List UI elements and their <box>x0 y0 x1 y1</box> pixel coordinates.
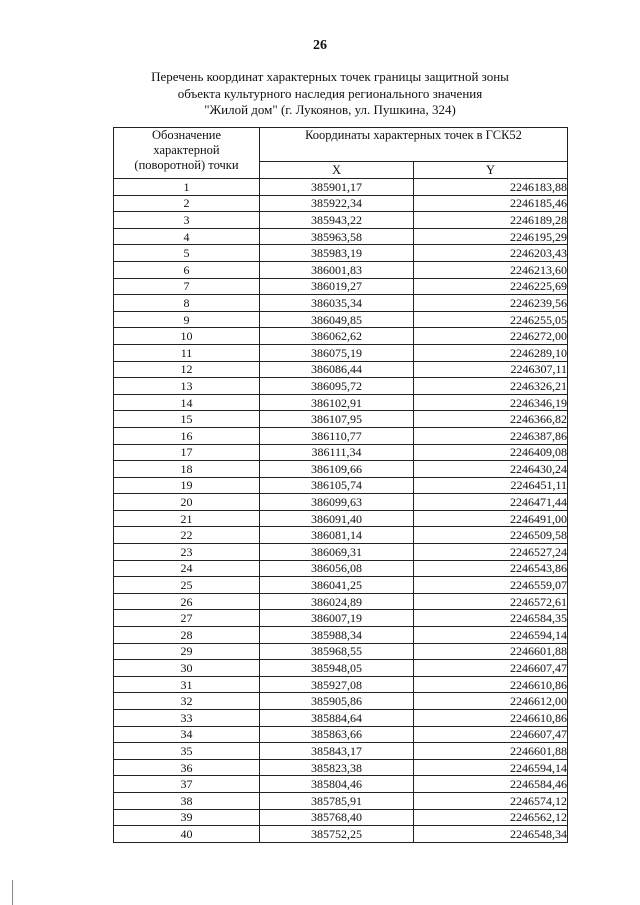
x-coordinate-cell: 386099,63 <box>260 494 414 511</box>
x-coordinate-cell: 386102,91 <box>260 394 414 411</box>
x-coordinate-cell: 386105,74 <box>260 477 414 494</box>
y-coordinate-cell: 2246239,56 <box>414 295 568 312</box>
table-row <box>114 710 568 727</box>
table-row <box>114 660 568 677</box>
y-coordinate-cell: 2246409,08 <box>414 444 568 461</box>
y-coordinate-cell: 2246451,11 <box>414 477 568 494</box>
x-coordinate-cell: 386095,72 <box>260 378 414 395</box>
x-coordinate-cell: 386007,19 <box>260 610 414 627</box>
x-coordinate-cell: 386081,14 <box>260 527 414 544</box>
x-coordinate-cell: 385905,86 <box>260 693 414 710</box>
x-coordinate-cell: 385963,58 <box>260 228 414 245</box>
table-row <box>114 743 568 760</box>
x-coordinate-cell: 386111,34 <box>260 444 414 461</box>
y-coordinate-cell: 2246572,61 <box>414 593 568 610</box>
point-number-cell: 38 <box>114 792 260 809</box>
table-row <box>114 560 568 577</box>
point-number-cell: 20 <box>114 494 260 511</box>
x-coordinate-cell: 385943,22 <box>260 212 414 229</box>
y-coordinate-cell: 2246548,34 <box>414 826 568 843</box>
table-row <box>114 593 568 610</box>
table-row <box>114 427 568 444</box>
point-number-cell: 5 <box>114 245 260 262</box>
x-coordinate-cell: 385823,38 <box>260 759 414 776</box>
page-number: 26 <box>313 38 327 53</box>
table-row <box>114 444 568 461</box>
x-coordinate-cell: 385752,25 <box>260 826 414 843</box>
table-row <box>114 494 568 511</box>
x-coordinate-cell: 386091,40 <box>260 510 414 527</box>
y-coordinate-cell: 2246387,86 <box>414 427 568 444</box>
y-coordinate-cell: 2246610,86 <box>414 676 568 693</box>
point-number-cell: 19 <box>114 477 260 494</box>
x-coordinate-cell: 386075,19 <box>260 344 414 361</box>
header-point-line-3: (поворотной) точки <box>134 158 239 172</box>
y-coordinate-cell: 2246183,88 <box>414 179 568 196</box>
point-number-cell: 15 <box>114 411 260 428</box>
y-coordinate-cell: 2246607,47 <box>414 660 568 677</box>
x-coordinate-cell: 385843,17 <box>260 743 414 760</box>
header-point-designation <box>114 128 260 179</box>
x-coordinate-cell: 386049,85 <box>260 311 414 328</box>
table-row <box>114 278 568 295</box>
header-point-line-1: Обозначение <box>151 128 222 142</box>
point-number-cell: 24 <box>114 560 260 577</box>
point-number-cell: 32 <box>114 693 260 710</box>
y-coordinate-cell: 2246491,00 <box>414 510 568 527</box>
y-coordinate-cell: 2246559,07 <box>414 577 568 594</box>
table-row <box>114 361 568 378</box>
point-number-cell: 16 <box>114 427 260 444</box>
x-coordinate-cell: 385863,66 <box>260 726 414 743</box>
scan-edge-mark <box>12 880 13 905</box>
table-row <box>114 212 568 229</box>
y-coordinate-cell: 2246527,24 <box>414 544 568 561</box>
point-number-cell: 6 <box>114 261 260 278</box>
x-coordinate-cell: 385804,46 <box>260 776 414 793</box>
y-coordinate-cell: 2246366,82 <box>414 411 568 428</box>
table-row <box>114 378 568 395</box>
y-coordinate-cell: 2246255,05 <box>414 311 568 328</box>
x-coordinate-cell: 385901,17 <box>260 179 414 196</box>
x-coordinate-cell: 386056,08 <box>260 560 414 577</box>
point-number-cell: 11 <box>114 344 260 361</box>
document-title <box>100 69 560 119</box>
point-number-cell: 23 <box>114 544 260 561</box>
table-row <box>114 411 568 428</box>
point-number-cell: 17 <box>114 444 260 461</box>
y-coordinate-cell: 2246574,12 <box>414 792 568 809</box>
point-number-cell: 18 <box>114 461 260 478</box>
table-row <box>114 461 568 478</box>
point-number-cell: 34 <box>114 726 260 743</box>
table-row <box>114 328 568 345</box>
point-number-cell: 40 <box>114 826 260 843</box>
y-coordinate-cell: 2246509,58 <box>414 527 568 544</box>
point-number-cell: 30 <box>114 660 260 677</box>
point-number-cell: 29 <box>114 643 260 660</box>
y-coordinate-cell: 2246272,00 <box>414 328 568 345</box>
point-number-cell: 4 <box>114 228 260 245</box>
y-coordinate-cell: 2246289,10 <box>414 344 568 361</box>
point-number-cell: 36 <box>114 759 260 776</box>
table-row <box>114 311 568 328</box>
point-number-cell: 8 <box>114 295 260 312</box>
table-row <box>114 809 568 826</box>
y-coordinate-cell: 2246189,28 <box>414 212 568 229</box>
table-row <box>114 577 568 594</box>
table-row <box>114 693 568 710</box>
y-coordinate-cell: 2246612,00 <box>414 693 568 710</box>
point-number-cell: 25 <box>114 577 260 594</box>
y-coordinate-cell: 2246543,86 <box>414 560 568 577</box>
x-coordinate-cell: 386035,34 <box>260 295 414 312</box>
point-number-cell: 39 <box>114 809 260 826</box>
point-number-cell: 22 <box>114 527 260 544</box>
y-coordinate-cell: 2246307,11 <box>414 361 568 378</box>
point-number-cell: 7 <box>114 278 260 295</box>
x-coordinate-cell: 386109,66 <box>260 461 414 478</box>
x-coordinate-cell: 385768,40 <box>260 809 414 826</box>
title-line-3: "Жилой дом" (г. Лукоянов, ул. Пушкина, 324) <box>204 102 456 117</box>
header-coordinates: Координаты характерных точек в ГСК52 <box>260 128 568 162</box>
table-row <box>114 792 568 809</box>
point-number-cell: 26 <box>114 593 260 610</box>
table-row <box>114 776 568 793</box>
x-coordinate-cell: 386001,83 <box>260 261 414 278</box>
x-coordinate-cell: 386041,25 <box>260 577 414 594</box>
x-coordinate-cell: 385922,34 <box>260 195 414 212</box>
point-number-cell: 2 <box>114 195 260 212</box>
table-row <box>114 759 568 776</box>
x-coordinate-cell: 386086,44 <box>260 361 414 378</box>
point-number-cell: 3 <box>114 212 260 229</box>
table-row <box>114 195 568 212</box>
y-coordinate-cell: 2246584,35 <box>414 610 568 627</box>
table-row <box>114 261 568 278</box>
x-coordinate-cell: 385884,64 <box>260 710 414 727</box>
table-row <box>114 726 568 743</box>
y-coordinate-cell: 2246610,86 <box>414 710 568 727</box>
point-number-cell: 35 <box>114 743 260 760</box>
y-coordinate-cell: 2246601,88 <box>414 643 568 660</box>
y-coordinate-cell: 2246195,29 <box>414 228 568 245</box>
table-row <box>114 295 568 312</box>
x-coordinate-cell: 386019,27 <box>260 278 414 295</box>
y-coordinate-cell: 2246346,19 <box>414 394 568 411</box>
y-coordinate-cell: 2246471,44 <box>414 494 568 511</box>
table-row <box>114 527 568 544</box>
x-coordinate-cell: 385785,91 <box>260 792 414 809</box>
table-row <box>114 179 568 196</box>
y-coordinate-cell: 2246213,60 <box>414 261 568 278</box>
y-coordinate-cell: 2246203,43 <box>414 245 568 262</box>
x-coordinate-cell: 385988,34 <box>260 627 414 644</box>
point-number-cell: 9 <box>114 311 260 328</box>
table-row <box>114 344 568 361</box>
x-coordinate-cell: 385927,08 <box>260 676 414 693</box>
y-coordinate-cell: 2246607,47 <box>414 726 568 743</box>
table-row <box>114 394 568 411</box>
x-coordinate-cell: 386024,89 <box>260 593 414 610</box>
table-row <box>114 676 568 693</box>
table-row <box>114 245 568 262</box>
x-coordinate-cell: 386062,62 <box>260 328 414 345</box>
table-row <box>114 228 568 245</box>
point-number-cell: 12 <box>114 361 260 378</box>
point-number-cell: 37 <box>114 776 260 793</box>
point-number-cell: 28 <box>114 627 260 644</box>
y-coordinate-cell: 2246430,24 <box>414 461 568 478</box>
x-coordinate-cell: 385968,55 <box>260 643 414 660</box>
table-row <box>114 826 568 843</box>
x-coordinate-cell: 386110,77 <box>260 427 414 444</box>
y-coordinate-cell: 2246594,14 <box>414 627 568 644</box>
point-number-cell: 10 <box>114 328 260 345</box>
coordinates-table <box>113 127 568 843</box>
point-number-cell: 13 <box>114 378 260 395</box>
title-line-1: Перечень координат характерных точек границы защитной зоны <box>151 69 509 84</box>
header-point-line-2: характерной <box>153 143 220 157</box>
x-coordinate-cell: 385983,19 <box>260 245 414 262</box>
x-coordinate-cell: 386107,95 <box>260 411 414 428</box>
table-body <box>114 179 568 843</box>
table-row <box>114 643 568 660</box>
point-number-cell: 27 <box>114 610 260 627</box>
header-x: X <box>260 162 414 179</box>
header-y: Y <box>414 162 568 179</box>
x-coordinate-cell: 385948,05 <box>260 660 414 677</box>
y-coordinate-cell: 2246601,88 <box>414 743 568 760</box>
title-line-2: объекта культурного наследия регионального значения <box>177 85 483 101</box>
point-number-cell: 21 <box>114 510 260 527</box>
table-row <box>114 627 568 644</box>
table-row <box>114 477 568 494</box>
y-coordinate-cell: 2246594,14 <box>414 759 568 776</box>
y-coordinate-cell: 2246562,12 <box>414 809 568 826</box>
y-coordinate-cell: 2246225,69 <box>414 278 568 295</box>
point-number-cell: 33 <box>114 710 260 727</box>
point-number-cell: 14 <box>114 394 260 411</box>
y-coordinate-cell: 2246185,46 <box>414 195 568 212</box>
table-row <box>114 544 568 561</box>
x-coordinate-cell: 386069,31 <box>260 544 414 561</box>
table-row <box>114 510 568 527</box>
y-coordinate-cell: 2246584,46 <box>414 776 568 793</box>
point-number-cell: 1 <box>114 179 260 196</box>
y-coordinate-cell: 2246326,21 <box>414 378 568 395</box>
point-number-cell: 31 <box>114 676 260 693</box>
table-row <box>114 610 568 627</box>
